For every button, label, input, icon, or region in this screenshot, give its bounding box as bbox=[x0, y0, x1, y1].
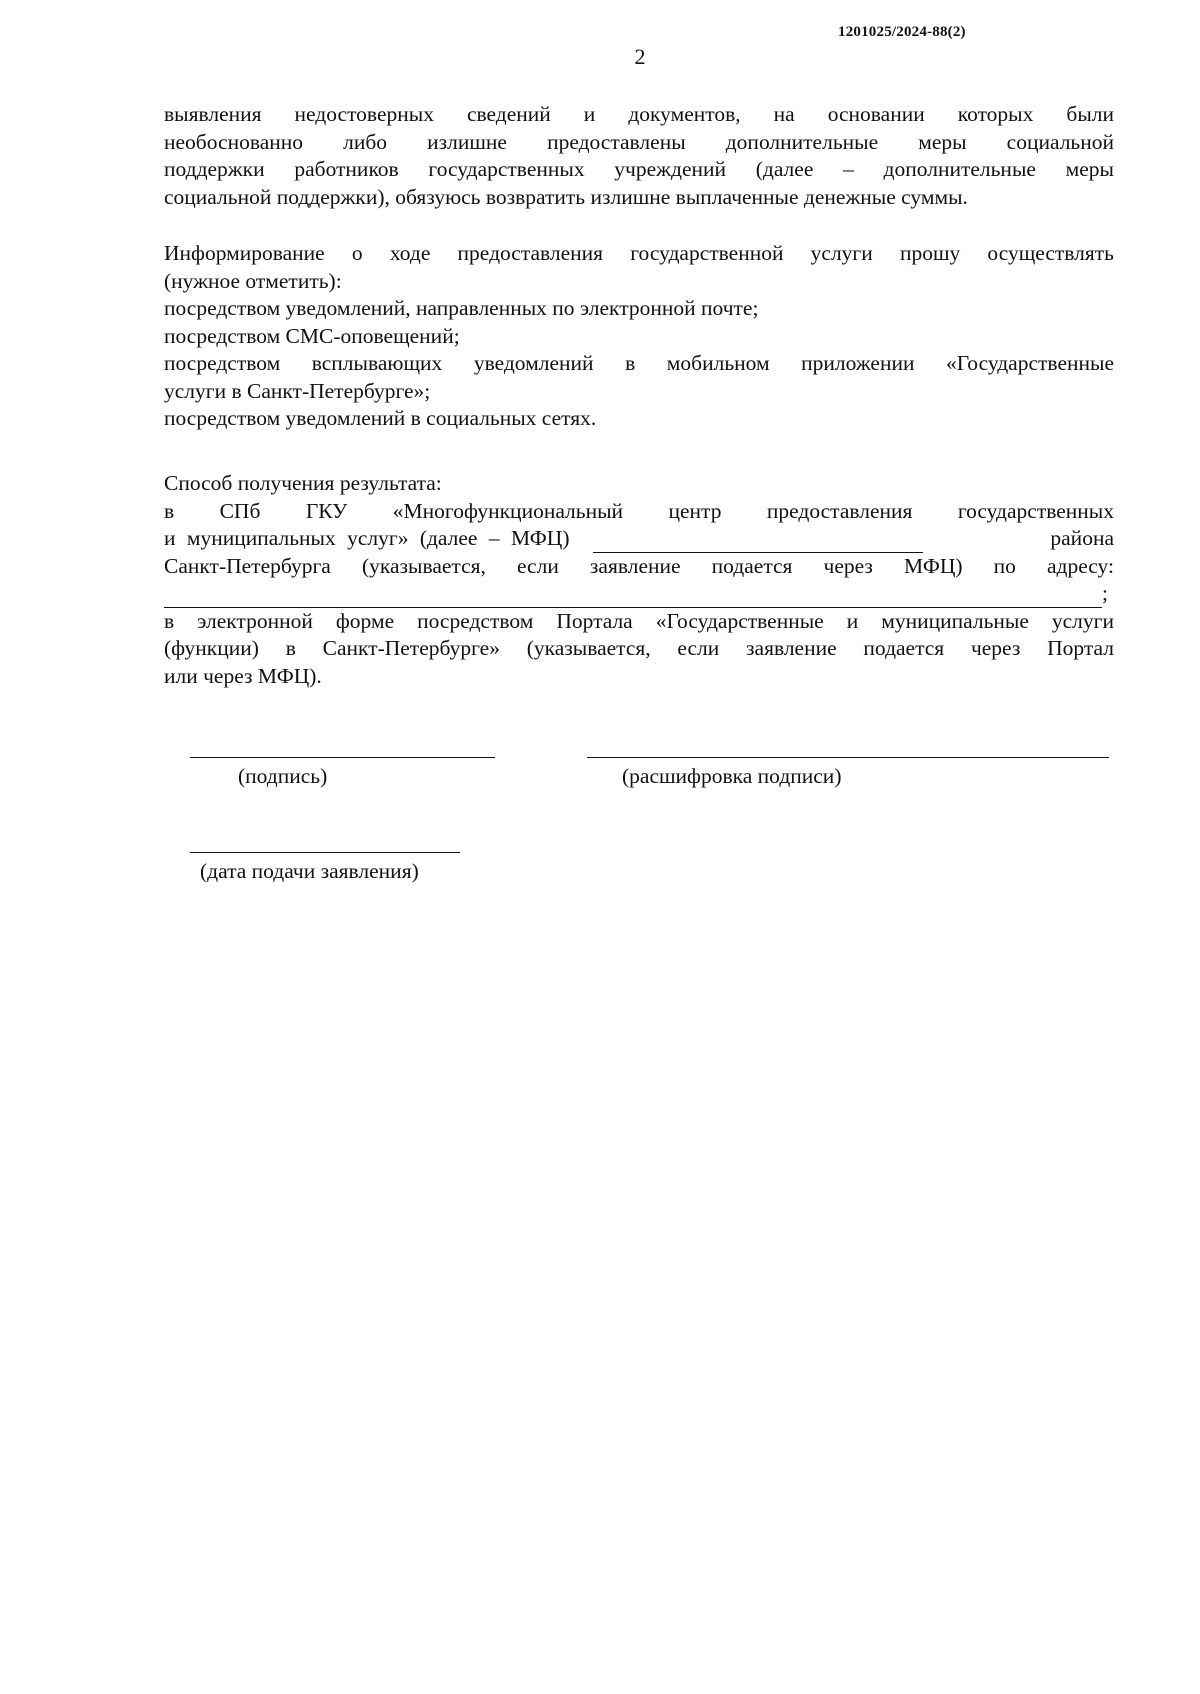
paragraph-line: ; bbox=[1102, 581, 1108, 605]
paragraph-line: выявления недостоверных сведений и документов, на основании которых были bbox=[164, 102, 1114, 126]
obligation-paragraph bbox=[164, 101, 1114, 211]
signature-line[interactable] bbox=[190, 757, 495, 758]
district-blank-field[interactable] bbox=[593, 532, 923, 553]
result-option-mfc[interactable]: в СПб ГКУ «Многофункциональный центр предоставления государственных bbox=[164, 498, 1114, 523]
signature-decoding-label: (расшифровка подписи) bbox=[622, 764, 842, 788]
result-method-paragraph bbox=[164, 470, 1114, 690]
paragraph-line: необоснованно либо излишне предоставлены дополнительные меры социальной bbox=[164, 129, 1114, 154]
date-line[interactable] bbox=[190, 852, 460, 853]
paragraph-line: (функции) в Санкт-Петербурге» (указывается, если заявление подается через Портал bbox=[164, 636, 1114, 660]
notification-option-mobile-app[interactable]: посредством всплывающих уведомлений в мобильном приложении «Государственные bbox=[164, 351, 1114, 375]
paragraph-line: Информирование о ходе предоставления государственной услуги прошу осуществлять bbox=[164, 241, 1114, 265]
paragraph-line: Санкт-Петербурга (указывается, если заявление подается через МФЦ) по адресу: bbox=[164, 553, 1114, 578]
signature-label: (подпись) bbox=[238, 764, 328, 788]
page-number: 2 bbox=[634, 44, 646, 69]
notification-option-social[interactable]: посредством уведомлений в социальных сетях. bbox=[164, 406, 597, 430]
paragraph-line: социальной поддержки), обязуюсь возвратить излишне выплаченные денежные суммы. bbox=[164, 184, 968, 209]
notification-option-mobile-app-cont: услуги в Санкт-Петербурге»; bbox=[164, 378, 431, 403]
paragraph-line: поддержки работников государственных учреждений (далее – дополнительные меры bbox=[164, 157, 1114, 181]
notification-option-sms[interactable]: посредством СМС-оповещений; bbox=[164, 323, 460, 348]
paragraph-line: и муниципальных услуг» (далее – МФЦ) bbox=[164, 526, 570, 550]
signature-decoding-line[interactable] bbox=[587, 757, 1109, 758]
paragraph-line: района bbox=[1050, 526, 1114, 550]
notification-option-email[interactable]: посредством уведомлений, направленных по электронной почте; bbox=[164, 296, 759, 320]
document-reference-number: 1201025/2024-88(2) bbox=[838, 24, 966, 40]
mfc-district-row bbox=[164, 525, 1114, 553]
paragraph-line: (нужное отметить): bbox=[164, 268, 342, 293]
date-label: (дата подачи заявления) bbox=[200, 859, 419, 883]
result-option-portal[interactable]: в электронной форме посредством Портала «Государственные и муниципальные услуги bbox=[164, 608, 1114, 633]
address-row bbox=[164, 580, 1114, 608]
result-method-title: Способ получения результата: bbox=[164, 471, 442, 495]
notification-method-paragraph bbox=[164, 240, 1114, 433]
address-blank-field[interactable] bbox=[164, 587, 1102, 608]
paragraph-line: или через МФЦ). bbox=[164, 663, 322, 688]
